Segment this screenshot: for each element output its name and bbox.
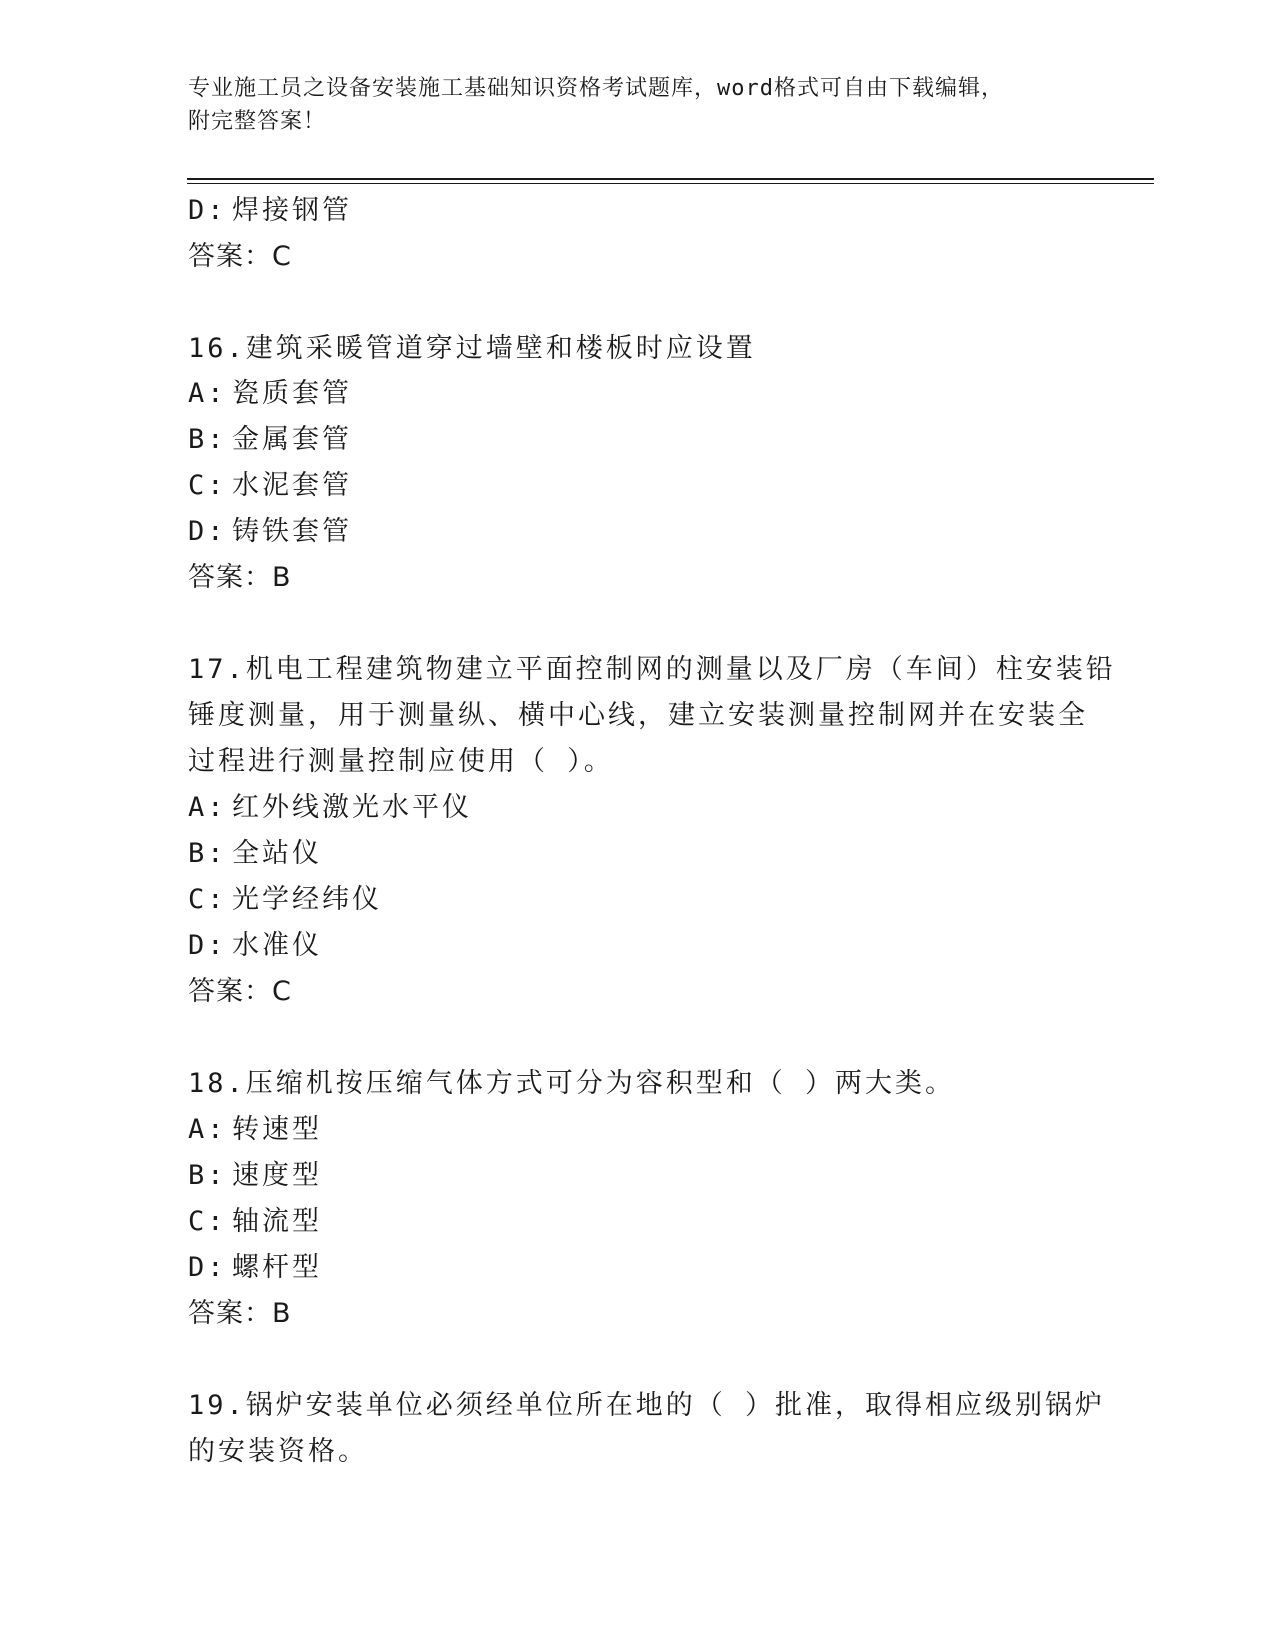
option-key: D: bbox=[188, 516, 227, 547]
question-stem-line: 锤度测量，用于测量纵、横中心线，建立安装测量控制网并在安装全 bbox=[188, 700, 1088, 731]
question-16 bbox=[188, 326, 1088, 601]
option-c bbox=[188, 1199, 1088, 1245]
question-stem: 16.建筑采暖管道穿过墙壁和楼板时应设置 bbox=[188, 333, 756, 364]
spacer bbox=[188, 601, 1088, 647]
option-key: C: bbox=[188, 1206, 227, 1237]
header-divider-thick bbox=[187, 178, 1154, 180]
option-key: D: bbox=[188, 195, 227, 226]
option-key: C: bbox=[188, 470, 227, 501]
option-a bbox=[188, 371, 1088, 417]
question-stem-line: 过程进行测量控制应使用（ ）。 bbox=[188, 746, 614, 777]
spacer bbox=[188, 1337, 1088, 1383]
option-a bbox=[188, 785, 1088, 831]
option-key: D: bbox=[188, 1252, 227, 1283]
answer-line: 答案：C bbox=[188, 241, 292, 272]
question-list bbox=[188, 188, 1116, 1475]
option-key: A: bbox=[188, 1114, 227, 1145]
option-text: 红外线激光水平仪 bbox=[232, 792, 472, 823]
previous-question-tail bbox=[188, 188, 1088, 280]
option-text: 金属套管 bbox=[232, 424, 352, 455]
option-a bbox=[188, 1107, 1088, 1153]
option-b bbox=[188, 417, 1088, 463]
spacer bbox=[188, 280, 1088, 326]
option-b bbox=[188, 1153, 1088, 1199]
question-stem: 18.压缩机按压缩气体方式可分为容积型和（ ）两大类。 bbox=[188, 1068, 956, 1099]
option-key: D: bbox=[188, 930, 227, 961]
option-text: 水泥套管 bbox=[232, 470, 352, 501]
question-stem-line: 19.锅炉安装单位必须经单位所在地的（ ）批准，取得相应级别锅炉 bbox=[188, 1390, 1106, 1421]
question-stem-line: 的安装资格。 bbox=[188, 1436, 368, 1467]
option-text: 速度型 bbox=[232, 1160, 322, 1191]
option-key: B: bbox=[188, 838, 227, 869]
header-divider-thin bbox=[187, 183, 1154, 184]
spacer bbox=[188, 1015, 1088, 1061]
option-key: A: bbox=[188, 378, 227, 409]
header-line-1: 专业施工员之设备安装施工基础知识资格考试题库，word格式可自由下载编辑， bbox=[188, 76, 1004, 101]
option-text: 瓷质套管 bbox=[232, 378, 352, 409]
option-key: B: bbox=[188, 424, 227, 455]
question-17 bbox=[188, 647, 1116, 1015]
question-19 bbox=[188, 1383, 1106, 1475]
option-text: 轴流型 bbox=[232, 1206, 322, 1237]
option-text: 铸铁套管 bbox=[232, 516, 352, 547]
answer-line: 答案：B bbox=[188, 1298, 292, 1329]
question-18 bbox=[188, 1061, 1088, 1337]
answer-line: 答案：C bbox=[188, 976, 292, 1007]
answer-line: 答案：B bbox=[188, 562, 292, 593]
question-stem-line: 17.机电工程建筑物建立平面控制网的测量以及厂房（车间）柱安装铅 bbox=[188, 654, 1116, 685]
document-header bbox=[188, 72, 1088, 138]
option-text: 全站仪 bbox=[232, 838, 322, 869]
option-c bbox=[188, 463, 1088, 509]
option-c bbox=[188, 877, 1088, 923]
option-d bbox=[188, 923, 1088, 969]
option-text: 转速型 bbox=[232, 1114, 322, 1145]
option-d bbox=[188, 188, 1088, 234]
option-text: 光学经纬仪 bbox=[232, 884, 382, 915]
option-text: 水准仪 bbox=[232, 930, 322, 961]
option-key: B: bbox=[188, 1160, 227, 1191]
option-text: 螺杆型 bbox=[232, 1252, 322, 1283]
option-d bbox=[188, 1245, 1088, 1291]
option-key: A: bbox=[188, 792, 227, 823]
option-b bbox=[188, 831, 1088, 877]
option-key: C: bbox=[188, 884, 227, 915]
option-text: 焊接钢管 bbox=[232, 195, 352, 226]
option-d bbox=[188, 509, 1088, 555]
header-line-2: 附完整答案！ bbox=[188, 109, 327, 134]
